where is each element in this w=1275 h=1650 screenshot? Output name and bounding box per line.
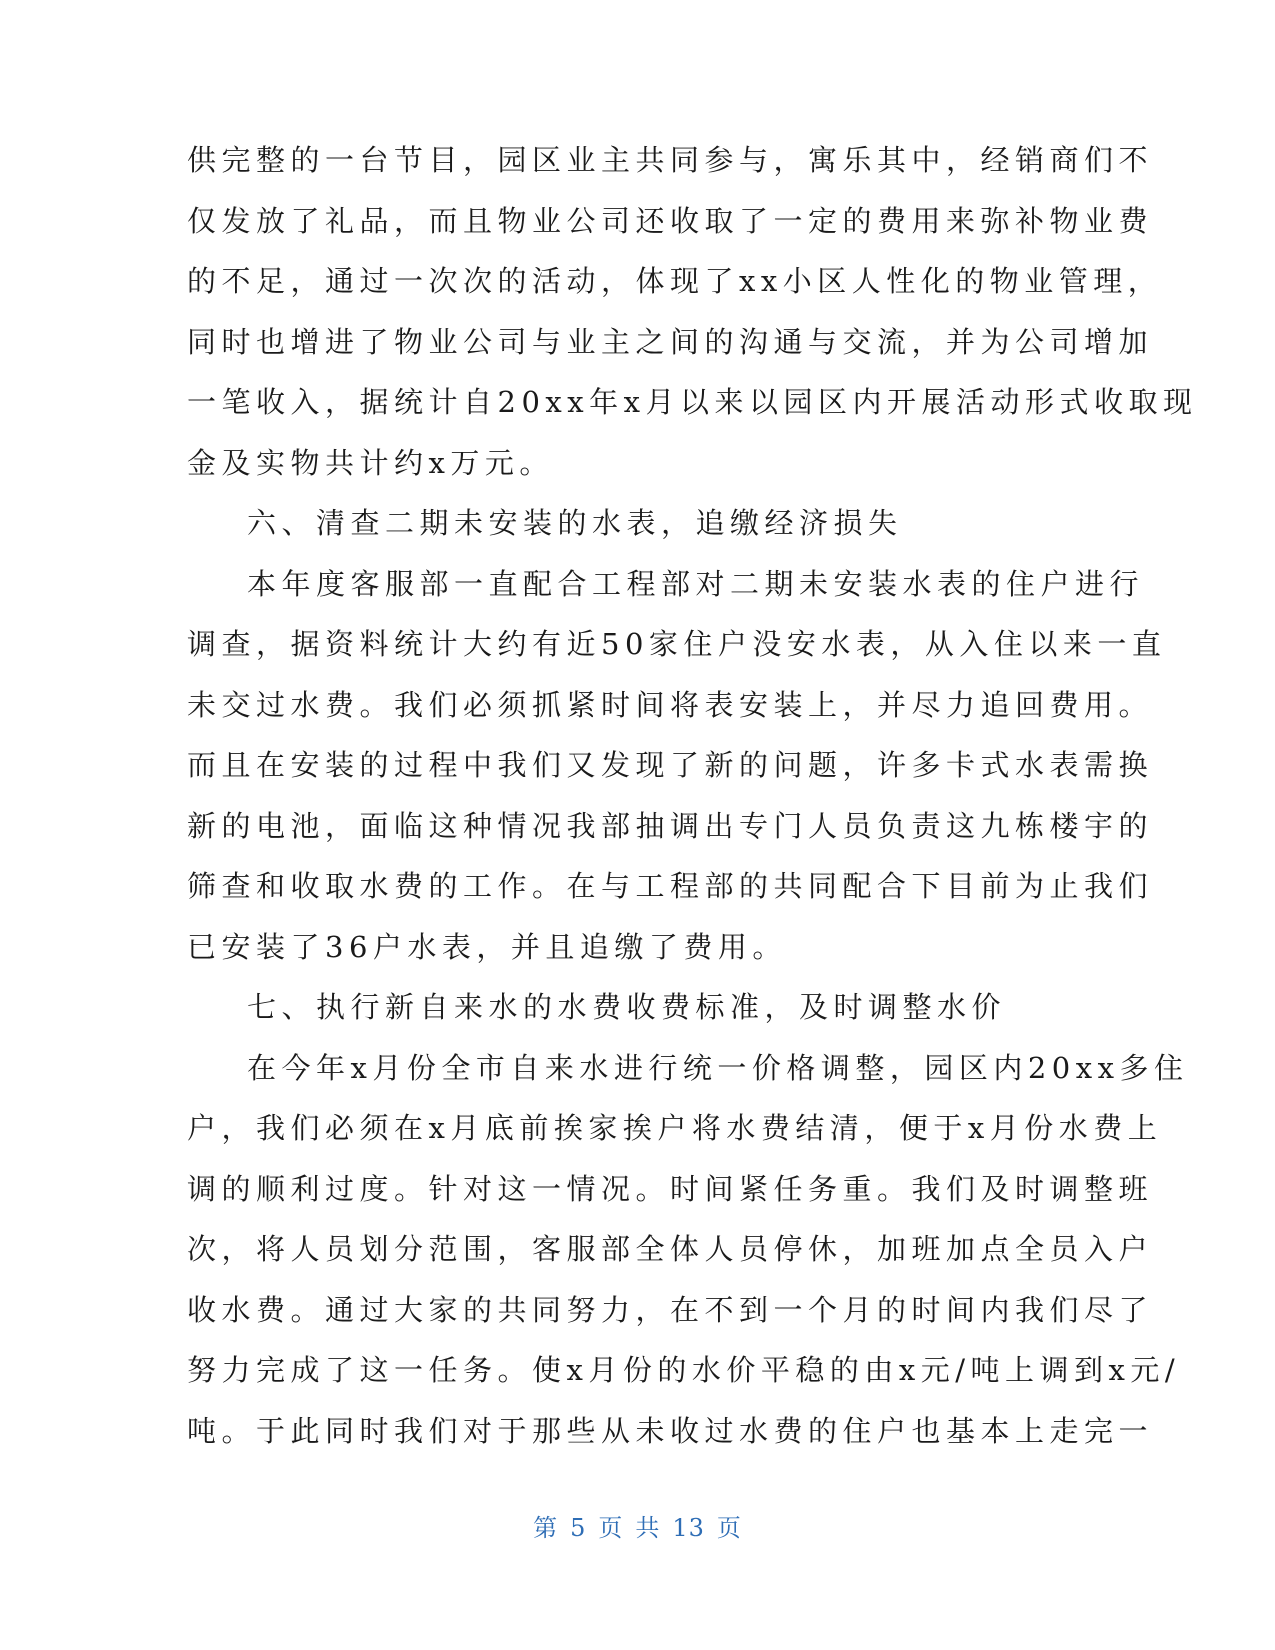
paragraph-continued <box>187 130 1198 493</box>
text-line: 新的电池，面临这种情况我部抽调出专门人员负责这九栋楼宇的 <box>187 808 1154 843</box>
text-line: 在今年x月份全市自来水进行统一价格调整，园区内20xx多住 <box>247 1050 1189 1085</box>
text-line: 同时也增进了物业公司与业主之间的沟通与交流，并为公司增加 <box>187 324 1154 359</box>
section-6-paragraph <box>187 554 1167 978</box>
footer-suffix: 页 <box>716 1514 742 1542</box>
text-line: 而且在安装的过程中我们又发现了新的问题，许多卡式水表需换 <box>187 748 1154 782</box>
text-line: 仅发放了礼品，而且物业公司还收取了一定的费用来弥补物业费 <box>187 203 1154 238</box>
text-line: 吨。于此同时我们对于那些从未收过水费的住户也基本上走完一 <box>187 1413 1154 1448</box>
text-line: 调查，据资料统计大约有近50家住户没安水表，从入住以来一直 <box>187 627 1167 661</box>
section-6-heading: 六、清查二期未安装的水表，追缴经济损失 <box>247 506 903 540</box>
footer-total-pages: 13 <box>672 1514 705 1542</box>
text-line: 的不足，通过一次次的活动，体现了xx小区人性化的物业管理， <box>187 264 1163 298</box>
footer-current-page: 5 <box>570 1514 587 1542</box>
section-7-paragraph <box>187 1038 1189 1462</box>
section-7-heading: 七、执行新自来水的水费收费标准，及时调整水价 <box>247 990 1007 1024</box>
text-line: 已安装了36户水表，并且追缴了费用。 <box>187 929 787 964</box>
document-body <box>187 130 1198 1461</box>
text-line: 调的顺利过度。针对这一情况。时间紧任务重。我们及时调整班 <box>187 1171 1154 1206</box>
text-line: 未交过水费。我们必须抓紧时间将表安装上，并尽力追回费用。 <box>187 687 1154 722</box>
text-line: 努力完成了这一任务。使x月份的水价平稳的由x元/吨上调到x元/ <box>187 1353 1181 1387</box>
text-line: 本年度客服部一直配合工程部对二期未安装水表的住户进行 <box>247 566 1145 601</box>
text-line: 供完整的一台节目，园区业主共同参与，寓乐其中，经销商们不 <box>187 143 1154 177</box>
text-line: 金及实物共计约x万元。 <box>187 445 554 480</box>
footer-prefix: 第 <box>533 1514 559 1542</box>
footer-total-prefix: 共 <box>635 1514 661 1542</box>
page-footer <box>0 1508 1275 1543</box>
text-line: 一笔收入，据统计自20xx年x月以来以园区内开展活动形式收取现 <box>187 385 1198 419</box>
text-line: 收水费。通过大家的共同努力，在不到一个月的时间内我们尽了 <box>187 1292 1154 1327</box>
text-line: 户，我们必须在x月底前挨家挨户将水费结清，便于x月份水费上 <box>187 1111 1163 1145</box>
text-line: 筛查和收取水费的工作。在与工程部的共同配合下目前为止我们 <box>187 869 1154 903</box>
footer-page-word: 页 <box>598 1514 624 1542</box>
text-line: 次，将人员划分范围，客服部全体人员停休，加班加点全员入户 <box>187 1232 1154 1266</box>
